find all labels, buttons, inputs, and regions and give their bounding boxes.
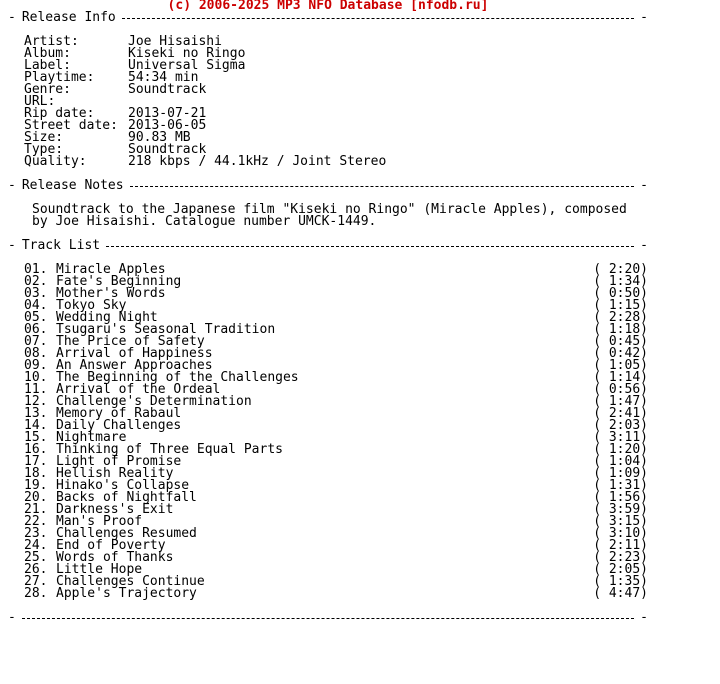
section-rule [130, 186, 635, 187]
info-value: Joe Hisaishi [128, 34, 222, 49]
track-duration: ( 1:56) [593, 490, 648, 505]
info-value: 2013-07-21 [128, 106, 207, 121]
track-duration: ( 0:45) [593, 334, 648, 349]
track-title: Tsugaru's Seasonal Tradition [56, 322, 276, 337]
track-title: Mother's Words [56, 286, 166, 301]
track-number: 03. [24, 286, 48, 301]
track-title: Man's Proof [56, 514, 143, 529]
section-rule [22, 618, 634, 619]
info-value: Soundtrack [128, 142, 207, 157]
track-number: 14. [24, 418, 48, 433]
track-number: 02. [24, 274, 48, 289]
track-duration: ( 1:09) [593, 466, 648, 481]
track-duration: ( 0:50) [593, 286, 648, 301]
section-marker: - [640, 10, 648, 25]
track-title: Nightmare [56, 430, 127, 445]
track-number: 12. [24, 394, 48, 409]
track-title: Arrival of Happiness [56, 346, 213, 361]
track-number: 13. [24, 406, 48, 421]
track-number: 27. [24, 574, 48, 589]
track-number: 15. [24, 430, 48, 445]
track-title: Words of Thanks [56, 550, 174, 565]
track-title: Darkness's Exit [56, 502, 174, 517]
section-rule [106, 246, 634, 247]
section-title-track-list: Track List [21, 238, 101, 253]
info-label: Label: [24, 58, 71, 73]
section-title-release-notes: Release Notes [21, 178, 124, 193]
track-title: Challenge's Determination [56, 394, 252, 409]
track-title: Memory of Rabaul [56, 406, 182, 421]
track-duration: ( 1:15) [593, 298, 648, 313]
info-label: Genre: [24, 82, 71, 97]
track-duration: ( 1:04) [593, 454, 648, 469]
track-title: Thinking of Three Equal Parts [56, 442, 283, 457]
info-value: Soundtrack [128, 82, 207, 97]
info-label: Street date: [24, 118, 118, 133]
track-title: Arrival of the Ordeal [56, 382, 221, 397]
track-number: 28. [24, 586, 48, 601]
track-title: An Answer Approaches [56, 358, 213, 373]
info-label: Artist: [24, 34, 79, 49]
track-number: 21. [24, 502, 48, 517]
track-number: 09. [24, 358, 48, 373]
info-value: 218 kbps / 44.1kHz / Joint Stereo [128, 154, 387, 169]
track-row [8, 588, 648, 600]
track-title: Tokyo Sky [56, 298, 127, 313]
track-number: 23. [24, 526, 48, 541]
track-duration: ( 1:14) [593, 370, 648, 385]
info-row [8, 156, 648, 168]
section-marker: - [640, 610, 648, 625]
track-number: 07. [24, 334, 48, 349]
track-number: 20. [24, 490, 48, 505]
info-label: Type: [24, 142, 64, 157]
track-title: Hinako's Collapse [56, 478, 190, 493]
track-duration: ( 3:15) [593, 514, 648, 529]
info-label: Album: [24, 46, 71, 61]
info-label: Quality: [24, 154, 87, 169]
info-label: URL: [24, 94, 56, 109]
track-title: Challenges Continue [56, 574, 205, 589]
track-number: 08. [24, 346, 48, 361]
track-duration: ( 2:23) [593, 550, 648, 565]
info-value: 54:34 min [128, 70, 199, 85]
track-duration: ( 0:42) [593, 346, 648, 361]
track-number: 22. [24, 514, 48, 529]
section-marker: - [8, 610, 16, 625]
track-title: Hellish Reality [56, 466, 174, 481]
track-title: Fate's Beginning [56, 274, 182, 289]
info-row [8, 132, 648, 144]
section-marker: - [8, 238, 16, 253]
track-duration: ( 2:41) [593, 406, 648, 421]
info-label: Size: [24, 130, 64, 145]
track-duration: ( 1:35) [593, 574, 648, 589]
section-marker: - [8, 10, 16, 25]
track-duration: ( 3:59) [593, 502, 648, 517]
track-duration: ( 2:03) [593, 418, 648, 433]
track-title: Challenges Resumed [56, 526, 197, 541]
track-duration: ( 1:47) [593, 394, 648, 409]
track-duration: ( 4:47) [593, 586, 648, 601]
track-duration: ( 3:10) [593, 526, 648, 541]
info-value: Kiseki no Ringo [128, 46, 246, 61]
info-row [8, 48, 648, 60]
track-duration: ( 0:56) [593, 382, 648, 397]
footer-rule [8, 612, 648, 624]
info-row [8, 60, 648, 72]
section-marker: - [640, 178, 648, 193]
track-title: Wedding Night [56, 310, 158, 325]
section-header-release-info [8, 12, 648, 24]
info-value: Universal Sigma [128, 58, 246, 73]
track-list [8, 264, 648, 600]
track-duration: ( 1:05) [593, 358, 648, 373]
track-duration: ( 2:05) [593, 562, 648, 577]
track-number: 17. [24, 454, 48, 469]
track-duration: ( 1:18) [593, 322, 648, 337]
info-row [8, 36, 648, 48]
section-title-release-info: Release Info [21, 10, 116, 25]
info-row [8, 120, 648, 132]
track-duration: ( 1:31) [593, 478, 648, 493]
track-number: 26. [24, 562, 48, 577]
section-marker: - [640, 238, 648, 253]
track-duration: ( 2:20) [593, 262, 648, 277]
track-duration: ( 3:11) [593, 430, 648, 445]
track-number: 10. [24, 370, 48, 385]
track-number: 01. [24, 262, 48, 277]
nfo-header-link[interactable]: (c) 2006-2025 MP3 NFO Database [nfodb.ru] [167, 0, 489, 13]
track-duration: ( 1:34) [593, 274, 648, 289]
section-header-release-notes [8, 180, 648, 192]
track-number: 05. [24, 310, 48, 325]
info-row [8, 96, 648, 108]
info-value: 2013-06-05 [128, 118, 207, 133]
track-number: 24. [24, 538, 48, 553]
track-title: End of Poverty [56, 538, 166, 553]
track-number: 11. [24, 382, 48, 397]
track-title: Daily Challenges [56, 418, 182, 433]
track-number: 04. [24, 298, 48, 313]
track-number: 16. [24, 442, 48, 457]
track-number: 18. [24, 466, 48, 481]
info-value: 90.83 MB [128, 130, 191, 145]
track-title: Apple's Trajectory [56, 586, 197, 601]
section-header-track-list [8, 240, 648, 252]
track-duration: ( 2:28) [593, 310, 648, 325]
track-title: The Beginning of the Challenges [56, 370, 299, 385]
track-duration: ( 1:20) [593, 442, 648, 457]
section-rule [122, 18, 634, 19]
info-label: Playtime: [24, 70, 95, 85]
track-title: Miracle Apples [56, 262, 166, 277]
track-title: Little Hope [56, 562, 143, 577]
info-label: Rip date: [24, 106, 95, 121]
track-number: 25. [24, 550, 48, 565]
info-row [8, 84, 648, 96]
info-row [8, 72, 648, 84]
track-number: 19. [24, 478, 48, 493]
release-notes-text: Soundtrack to the Japanese film "Kiseki no Ringo" (Miracle Apples), composed by Joe Hisaishi. Catalogue number UMCK-1449. [32, 202, 627, 229]
track-title: Backs of Nightfall [56, 490, 197, 505]
release-info-fields [8, 36, 648, 168]
track-duration: ( 2:11) [593, 538, 648, 553]
nfo-document [8, 0, 648, 624]
track-title: Light of Promise [56, 454, 182, 469]
track-title: The Price of Safety [56, 334, 205, 349]
track-number: 06. [24, 322, 48, 337]
section-marker: - [8, 178, 16, 193]
